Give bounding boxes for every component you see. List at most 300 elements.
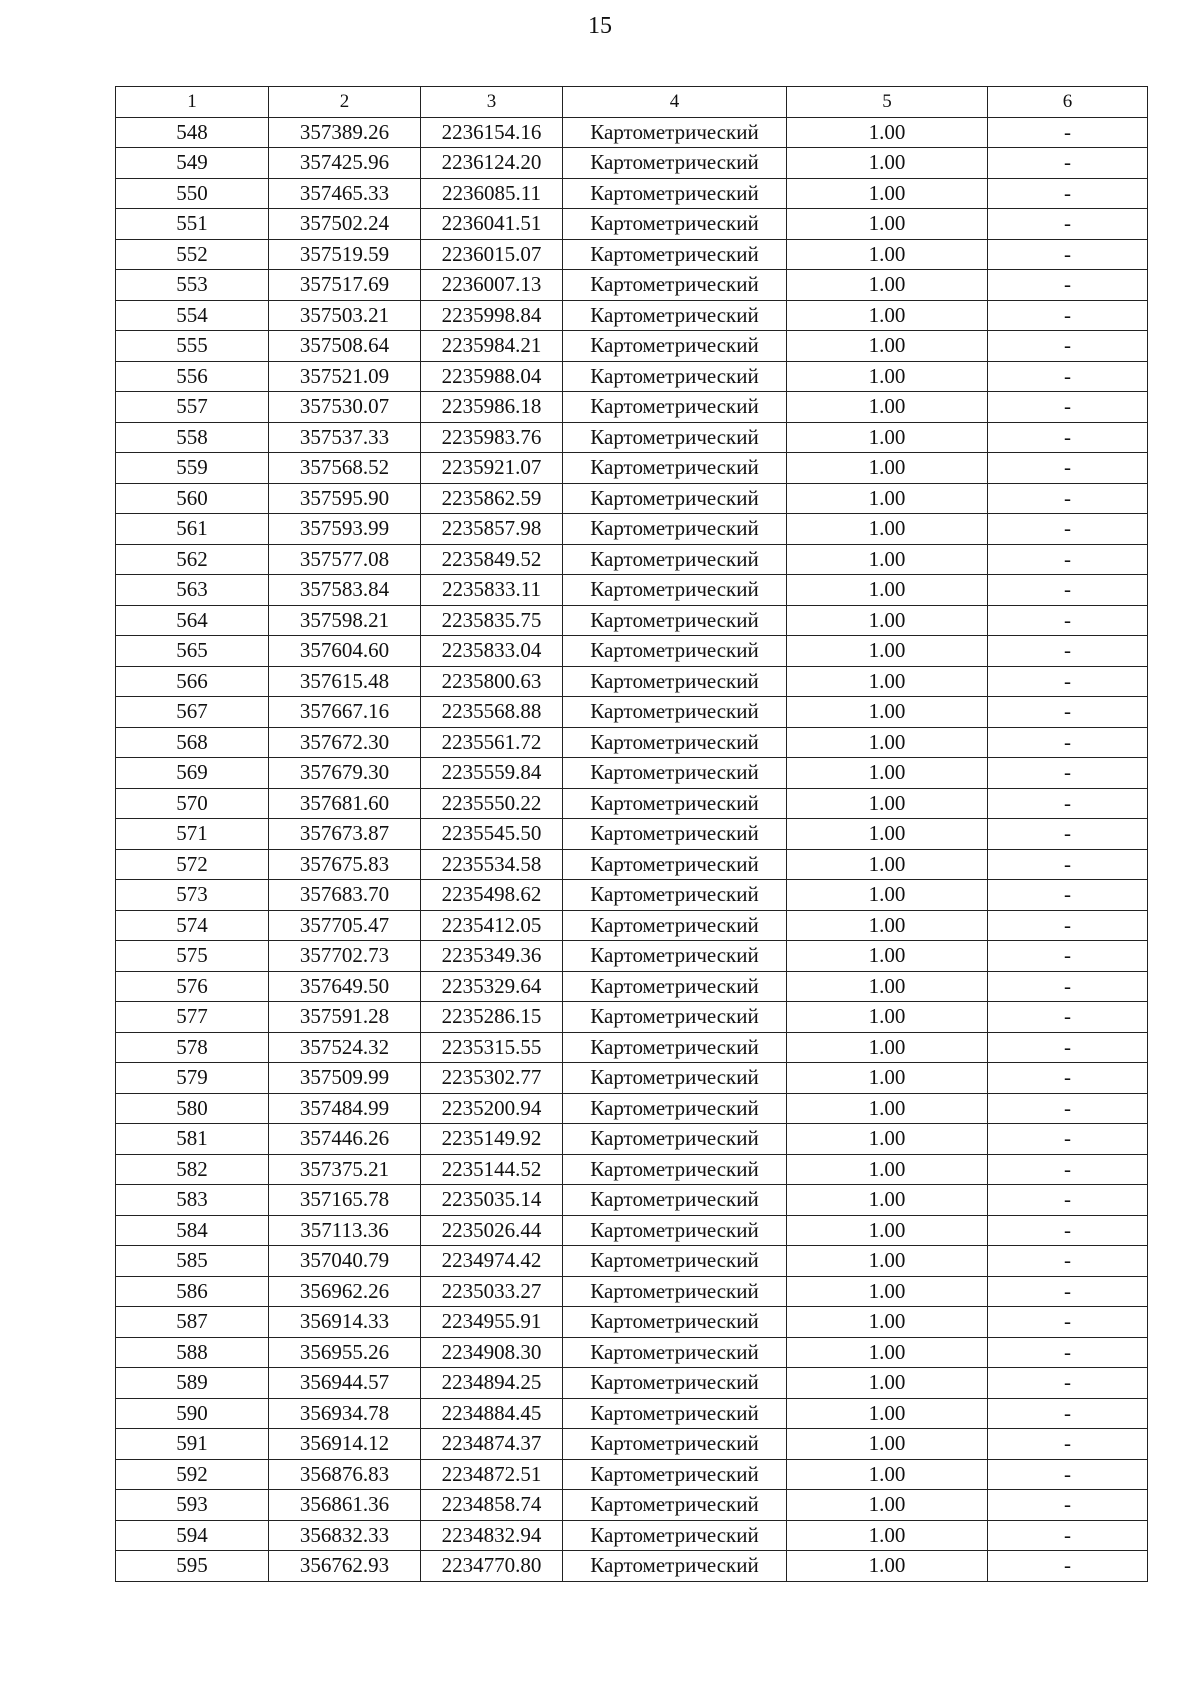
cell-accuracy: 1.00 xyxy=(787,880,988,911)
cell-coord-y: 2235550.22 xyxy=(421,788,563,819)
cell-note: - xyxy=(988,148,1148,179)
cell-coord-x: 357672.30 xyxy=(269,727,421,758)
cell-point-number: 548 xyxy=(116,117,269,148)
cell-point-number: 579 xyxy=(116,1063,269,1094)
cell-method: Картометрический xyxy=(563,1246,787,1277)
cell-coord-y: 2236085.11 xyxy=(421,178,563,209)
cell-coord-x: 356934.78 xyxy=(269,1398,421,1429)
cell-note: - xyxy=(988,880,1148,911)
cell-point-number: 588 xyxy=(116,1337,269,1368)
table-row xyxy=(116,1429,1148,1460)
table-row xyxy=(116,361,1148,392)
cell-coord-x: 356962.26 xyxy=(269,1276,421,1307)
cell-coord-x: 357517.69 xyxy=(269,270,421,301)
header-cell-2: 2 xyxy=(269,87,421,118)
table-row xyxy=(116,819,1148,850)
cell-point-number: 572 xyxy=(116,849,269,880)
cell-note: - xyxy=(988,1215,1148,1246)
cell-point-number: 552 xyxy=(116,239,269,270)
cell-note: - xyxy=(988,331,1148,362)
cell-note: - xyxy=(988,1002,1148,1033)
header-cell-5: 5 xyxy=(787,87,988,118)
cell-method: Картометрический xyxy=(563,1154,787,1185)
cell-note: - xyxy=(988,117,1148,148)
cell-coord-y: 2235800.63 xyxy=(421,666,563,697)
cell-coord-y: 2235568.88 xyxy=(421,697,563,728)
cell-note: - xyxy=(988,1307,1148,1338)
table-row xyxy=(116,788,1148,819)
table-row xyxy=(116,117,1148,148)
cell-point-number: 595 xyxy=(116,1551,269,1582)
table-row xyxy=(116,758,1148,789)
cell-coord-y: 2236007.13 xyxy=(421,270,563,301)
cell-coord-y: 2235545.50 xyxy=(421,819,563,850)
cell-coord-x: 357649.50 xyxy=(269,971,421,1002)
table-row xyxy=(116,666,1148,697)
cell-accuracy: 1.00 xyxy=(787,1307,988,1338)
cell-note: - xyxy=(988,453,1148,484)
cell-coord-x: 357598.21 xyxy=(269,605,421,636)
table-row xyxy=(116,697,1148,728)
header-cell-4: 4 xyxy=(563,87,787,118)
cell-accuracy: 1.00 xyxy=(787,361,988,392)
cell-method: Картометрический xyxy=(563,453,787,484)
table-row xyxy=(116,849,1148,880)
cell-note: - xyxy=(988,758,1148,789)
cell-coord-x: 356861.36 xyxy=(269,1490,421,1521)
cell-accuracy: 1.00 xyxy=(787,910,988,941)
cell-point-number: 594 xyxy=(116,1520,269,1551)
cell-coord-x: 357508.64 xyxy=(269,331,421,362)
table-row xyxy=(116,727,1148,758)
cell-note: - xyxy=(988,178,1148,209)
table-row xyxy=(116,971,1148,1002)
cell-accuracy: 1.00 xyxy=(787,209,988,240)
cell-method: Картометрический xyxy=(563,1002,787,1033)
table-row xyxy=(116,1520,1148,1551)
page-number: 15 xyxy=(588,13,612,39)
cell-note: - xyxy=(988,1368,1148,1399)
cell-point-number: 575 xyxy=(116,941,269,972)
cell-point-number: 562 xyxy=(116,544,269,575)
cell-coord-y: 2234872.51 xyxy=(421,1459,563,1490)
cell-accuracy: 1.00 xyxy=(787,636,988,667)
cell-accuracy: 1.00 xyxy=(787,971,988,1002)
cell-point-number: 577 xyxy=(116,1002,269,1033)
cell-note: - xyxy=(988,1520,1148,1551)
header-cell-6: 6 xyxy=(988,87,1148,118)
cell-method: Картометрический xyxy=(563,422,787,453)
cell-point-number: 563 xyxy=(116,575,269,606)
table-row xyxy=(116,1307,1148,1338)
cell-method: Картометрический xyxy=(563,1429,787,1460)
cell-accuracy: 1.00 xyxy=(787,666,988,697)
cell-coord-x: 357568.52 xyxy=(269,453,421,484)
cell-method: Картометрический xyxy=(563,483,787,514)
cell-point-number: 549 xyxy=(116,148,269,179)
header-row xyxy=(116,87,1148,118)
cell-method: Картометрический xyxy=(563,575,787,606)
table-row xyxy=(116,1124,1148,1155)
cell-coord-y: 2235033.27 xyxy=(421,1276,563,1307)
cell-coord-y: 2234884.45 xyxy=(421,1398,563,1429)
cell-accuracy: 1.00 xyxy=(787,1337,988,1368)
table-row xyxy=(116,331,1148,362)
cell-coord-x: 357389.26 xyxy=(269,117,421,148)
table-row xyxy=(116,392,1148,423)
table-row xyxy=(116,1215,1148,1246)
cell-coord-y: 2235315.55 xyxy=(421,1032,563,1063)
cell-accuracy: 1.00 xyxy=(787,1215,988,1246)
cell-coord-y: 2235984.21 xyxy=(421,331,563,362)
cell-coord-x: 357683.70 xyxy=(269,880,421,911)
cell-method: Картометрический xyxy=(563,361,787,392)
table-row xyxy=(116,1276,1148,1307)
cell-accuracy: 1.00 xyxy=(787,941,988,972)
cell-coord-y: 2235986.18 xyxy=(421,392,563,423)
cell-point-number: 564 xyxy=(116,605,269,636)
cell-coord-x: 357502.24 xyxy=(269,209,421,240)
cell-accuracy: 1.00 xyxy=(787,758,988,789)
cell-point-number: 566 xyxy=(116,666,269,697)
cell-note: - xyxy=(988,575,1148,606)
cell-method: Картометрический xyxy=(563,514,787,545)
cell-point-number: 561 xyxy=(116,514,269,545)
cell-accuracy: 1.00 xyxy=(787,849,988,880)
cell-coord-y: 2234770.80 xyxy=(421,1551,563,1582)
cell-point-number: 557 xyxy=(116,392,269,423)
cell-note: - xyxy=(988,270,1148,301)
cell-accuracy: 1.00 xyxy=(787,1398,988,1429)
cell-coord-x: 357484.99 xyxy=(269,1093,421,1124)
cell-point-number: 583 xyxy=(116,1185,269,1216)
table-row xyxy=(116,239,1148,270)
table-row xyxy=(116,1398,1148,1429)
cell-coord-x: 357679.30 xyxy=(269,758,421,789)
table-row xyxy=(116,1002,1148,1033)
table-row xyxy=(116,1368,1148,1399)
cell-coord-x: 357509.99 xyxy=(269,1063,421,1094)
cell-method: Картометрический xyxy=(563,849,787,880)
cell-note: - xyxy=(988,1276,1148,1307)
cell-coord-y: 2234874.37 xyxy=(421,1429,563,1460)
cell-note: - xyxy=(988,636,1148,667)
cell-coord-y: 2235857.98 xyxy=(421,514,563,545)
cell-coord-y: 2236154.16 xyxy=(421,117,563,148)
cell-accuracy: 1.00 xyxy=(787,392,988,423)
cell-accuracy: 1.00 xyxy=(787,544,988,575)
cell-coord-y: 2236124.20 xyxy=(421,148,563,179)
cell-method: Картометрический xyxy=(563,331,787,362)
cell-method: Картометрический xyxy=(563,758,787,789)
cell-method: Картометрический xyxy=(563,1551,787,1582)
cell-coord-y: 2236041.51 xyxy=(421,209,563,240)
cell-note: - xyxy=(988,1032,1148,1063)
cell-method: Картометрический xyxy=(563,727,787,758)
cell-point-number: 559 xyxy=(116,453,269,484)
cell-accuracy: 1.00 xyxy=(787,270,988,301)
cell-coord-y: 2235144.52 xyxy=(421,1154,563,1185)
cell-coord-y: 2235534.58 xyxy=(421,849,563,880)
cell-coord-x: 357595.90 xyxy=(269,483,421,514)
cell-point-number: 593 xyxy=(116,1490,269,1521)
table-row xyxy=(116,910,1148,941)
cell-point-number: 574 xyxy=(116,910,269,941)
table-row xyxy=(116,422,1148,453)
cell-note: - xyxy=(988,1337,1148,1368)
cell-point-number: 568 xyxy=(116,727,269,758)
cell-coord-x: 357040.79 xyxy=(269,1246,421,1277)
cell-point-number: 587 xyxy=(116,1307,269,1338)
cell-method: Картометрический xyxy=(563,1063,787,1094)
table-row xyxy=(116,544,1148,575)
cell-point-number: 569 xyxy=(116,758,269,789)
cell-accuracy: 1.00 xyxy=(787,117,988,148)
cell-method: Картометрический xyxy=(563,1032,787,1063)
cell-method: Картометрический xyxy=(563,1124,787,1155)
cell-coord-x: 356955.26 xyxy=(269,1337,421,1368)
cell-note: - xyxy=(988,1185,1148,1216)
cell-coord-x: 357446.26 xyxy=(269,1124,421,1155)
cell-coord-y: 2235498.62 xyxy=(421,880,563,911)
cell-accuracy: 1.00 xyxy=(787,1276,988,1307)
cell-note: - xyxy=(988,910,1148,941)
cell-point-number: 556 xyxy=(116,361,269,392)
cell-accuracy: 1.00 xyxy=(787,1124,988,1155)
cell-accuracy: 1.00 xyxy=(787,1063,988,1094)
cell-coord-x: 357524.32 xyxy=(269,1032,421,1063)
cell-point-number: 582 xyxy=(116,1154,269,1185)
cell-point-number: 590 xyxy=(116,1398,269,1429)
coordinates-table xyxy=(115,86,1148,1582)
cell-coord-x: 357615.48 xyxy=(269,666,421,697)
cell-coord-x: 357705.47 xyxy=(269,910,421,941)
cell-point-number: 592 xyxy=(116,1459,269,1490)
cell-coord-x: 356876.83 xyxy=(269,1459,421,1490)
cell-accuracy: 1.00 xyxy=(787,788,988,819)
cell-method: Картометрический xyxy=(563,666,787,697)
cell-point-number: 555 xyxy=(116,331,269,362)
cell-point-number: 558 xyxy=(116,422,269,453)
cell-coord-y: 2235349.36 xyxy=(421,941,563,972)
cell-accuracy: 1.00 xyxy=(787,1093,988,1124)
cell-note: - xyxy=(988,849,1148,880)
cell-note: - xyxy=(988,1154,1148,1185)
table-body xyxy=(116,117,1148,1581)
cell-coord-y: 2235998.84 xyxy=(421,300,563,331)
cell-accuracy: 1.00 xyxy=(787,453,988,484)
cell-note: - xyxy=(988,514,1148,545)
cell-point-number: 586 xyxy=(116,1276,269,1307)
cell-accuracy: 1.00 xyxy=(787,697,988,728)
cell-coord-x: 357681.60 xyxy=(269,788,421,819)
cell-method: Картометрический xyxy=(563,1307,787,1338)
cell-method: Картометрический xyxy=(563,270,787,301)
cell-coord-y: 2235302.77 xyxy=(421,1063,563,1094)
cell-note: - xyxy=(988,788,1148,819)
cell-coord-x: 357165.78 xyxy=(269,1185,421,1216)
cell-coord-x: 357375.21 xyxy=(269,1154,421,1185)
cell-coord-y: 2235921.07 xyxy=(421,453,563,484)
cell-coord-y: 2235412.05 xyxy=(421,910,563,941)
cell-accuracy: 1.00 xyxy=(787,148,988,179)
header-cell-1: 1 xyxy=(116,87,269,118)
cell-coord-y: 2234858.74 xyxy=(421,1490,563,1521)
cell-note: - xyxy=(988,941,1148,972)
cell-coord-x: 357425.96 xyxy=(269,148,421,179)
cell-note: - xyxy=(988,1093,1148,1124)
cell-coord-y: 2234894.25 xyxy=(421,1368,563,1399)
cell-coord-y: 2235035.14 xyxy=(421,1185,563,1216)
cell-accuracy: 1.00 xyxy=(787,1429,988,1460)
cell-coord-x: 356914.33 xyxy=(269,1307,421,1338)
cell-method: Картометрический xyxy=(563,1093,787,1124)
cell-accuracy: 1.00 xyxy=(787,575,988,606)
table-row xyxy=(116,1551,1148,1582)
cell-method: Картометрический xyxy=(563,697,787,728)
cell-method: Картометрический xyxy=(563,1185,787,1216)
cell-accuracy: 1.00 xyxy=(787,1246,988,1277)
cell-accuracy: 1.00 xyxy=(787,605,988,636)
cell-accuracy: 1.00 xyxy=(787,1002,988,1033)
cell-method: Картометрический xyxy=(563,209,787,240)
cell-method: Картометрический xyxy=(563,239,787,270)
cell-note: - xyxy=(988,1551,1148,1582)
cell-coord-x: 357577.08 xyxy=(269,544,421,575)
cell-coord-x: 357667.16 xyxy=(269,697,421,728)
cell-coord-y: 2235835.75 xyxy=(421,605,563,636)
cell-note: - xyxy=(988,605,1148,636)
cell-coord-x: 357702.73 xyxy=(269,941,421,972)
table-row xyxy=(116,1337,1148,1368)
cell-note: - xyxy=(988,544,1148,575)
cell-method: Картометрический xyxy=(563,605,787,636)
cell-accuracy: 1.00 xyxy=(787,1032,988,1063)
table-row xyxy=(116,1490,1148,1521)
cell-coord-x: 357465.33 xyxy=(269,178,421,209)
cell-method: Картометрический xyxy=(563,971,787,1002)
cell-note: - xyxy=(988,666,1148,697)
cell-point-number: 584 xyxy=(116,1215,269,1246)
cell-coord-x: 357503.21 xyxy=(269,300,421,331)
cell-coord-x: 357591.28 xyxy=(269,1002,421,1033)
cell-note: - xyxy=(988,1063,1148,1094)
cell-method: Картометрический xyxy=(563,910,787,941)
table-header xyxy=(116,87,1148,118)
cell-coord-y: 2236015.07 xyxy=(421,239,563,270)
header-cell-3: 3 xyxy=(421,87,563,118)
table-row xyxy=(116,1063,1148,1094)
cell-method: Картометрический xyxy=(563,1459,787,1490)
cell-coord-y: 2235862.59 xyxy=(421,483,563,514)
cell-coord-x: 356762.93 xyxy=(269,1551,421,1582)
cell-note: - xyxy=(988,1490,1148,1521)
cell-method: Картометрический xyxy=(563,941,787,972)
cell-note: - xyxy=(988,209,1148,240)
cell-coord-y: 2234832.94 xyxy=(421,1520,563,1551)
cell-method: Картометрический xyxy=(563,148,787,179)
cell-method: Картометрический xyxy=(563,1276,787,1307)
cell-note: - xyxy=(988,392,1148,423)
cell-accuracy: 1.00 xyxy=(787,300,988,331)
cell-coord-y: 2235559.84 xyxy=(421,758,563,789)
table-row xyxy=(116,1459,1148,1490)
table-row xyxy=(116,1093,1148,1124)
cell-coord-y: 2234908.30 xyxy=(421,1337,563,1368)
cell-coord-y: 2235983.76 xyxy=(421,422,563,453)
cell-point-number: 580 xyxy=(116,1093,269,1124)
cell-point-number: 581 xyxy=(116,1124,269,1155)
cell-coord-y: 2235849.52 xyxy=(421,544,563,575)
cell-accuracy: 1.00 xyxy=(787,1154,988,1185)
cell-note: - xyxy=(988,1429,1148,1460)
cell-method: Картометрический xyxy=(563,880,787,911)
table-row xyxy=(116,178,1148,209)
cell-point-number: 589 xyxy=(116,1368,269,1399)
cell-accuracy: 1.00 xyxy=(787,1520,988,1551)
table-row xyxy=(116,148,1148,179)
cell-accuracy: 1.00 xyxy=(787,1368,988,1399)
cell-note: - xyxy=(988,1246,1148,1277)
cell-coord-x: 357583.84 xyxy=(269,575,421,606)
cell-point-number: 550 xyxy=(116,178,269,209)
cell-note: - xyxy=(988,819,1148,850)
cell-accuracy: 1.00 xyxy=(787,178,988,209)
cell-accuracy: 1.00 xyxy=(787,331,988,362)
cell-method: Картометрический xyxy=(563,544,787,575)
table-row xyxy=(116,636,1148,667)
cell-coord-x: 357675.83 xyxy=(269,849,421,880)
cell-point-number: 591 xyxy=(116,1429,269,1460)
cell-coord-x: 357113.36 xyxy=(269,1215,421,1246)
cell-point-number: 551 xyxy=(116,209,269,240)
cell-accuracy: 1.00 xyxy=(787,422,988,453)
cell-coord-y: 2235833.04 xyxy=(421,636,563,667)
cell-coord-x: 356832.33 xyxy=(269,1520,421,1551)
cell-coord-x: 356944.57 xyxy=(269,1368,421,1399)
cell-point-number: 573 xyxy=(116,880,269,911)
cell-note: - xyxy=(988,697,1148,728)
cell-method: Картометрический xyxy=(563,1337,787,1368)
cell-point-number: 585 xyxy=(116,1246,269,1277)
cell-method: Картометрический xyxy=(563,1215,787,1246)
cell-note: - xyxy=(988,1124,1148,1155)
cell-point-number: 571 xyxy=(116,819,269,850)
table-row xyxy=(116,880,1148,911)
table-row xyxy=(116,514,1148,545)
cell-coord-y: 2235149.92 xyxy=(421,1124,563,1155)
cell-note: - xyxy=(988,422,1148,453)
cell-accuracy: 1.00 xyxy=(787,239,988,270)
cell-point-number: 554 xyxy=(116,300,269,331)
table-row xyxy=(116,605,1148,636)
table-row xyxy=(116,300,1148,331)
cell-point-number: 553 xyxy=(116,270,269,301)
cell-coord-y: 2234974.42 xyxy=(421,1246,563,1277)
cell-coord-x: 357593.99 xyxy=(269,514,421,545)
cell-method: Картометрический xyxy=(563,117,787,148)
cell-accuracy: 1.00 xyxy=(787,514,988,545)
cell-coord-x: 356914.12 xyxy=(269,1429,421,1460)
cell-method: Картометрический xyxy=(563,1368,787,1399)
cell-method: Картометрический xyxy=(563,819,787,850)
cell-note: - xyxy=(988,483,1148,514)
cell-method: Картометрический xyxy=(563,788,787,819)
cell-note: - xyxy=(988,361,1148,392)
cell-accuracy: 1.00 xyxy=(787,1490,988,1521)
cell-method: Картометрический xyxy=(563,178,787,209)
cell-coord-y: 2235833.11 xyxy=(421,575,563,606)
